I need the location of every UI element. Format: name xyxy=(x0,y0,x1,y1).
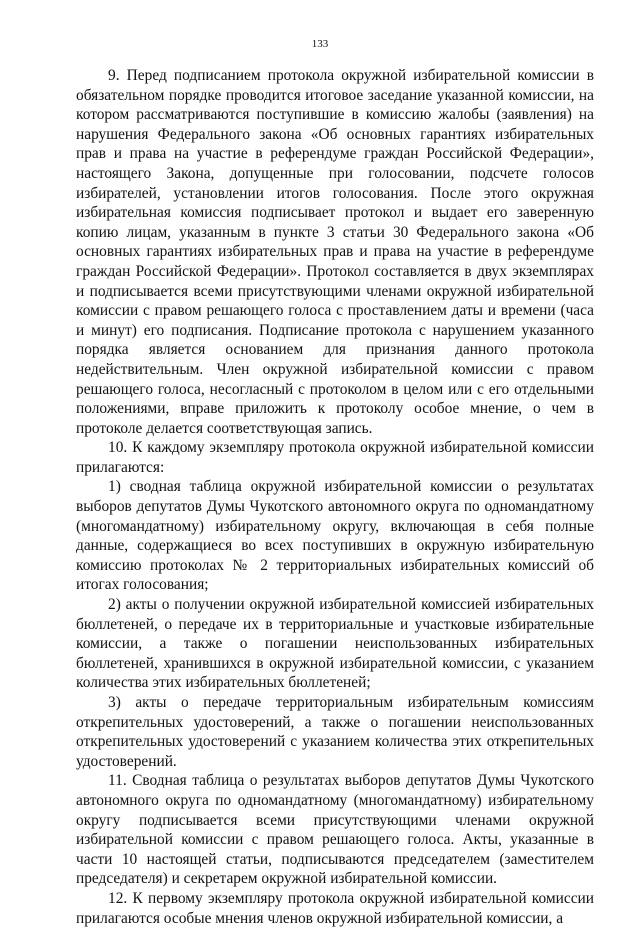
paragraph-11: 11. Сводная таблица о результатах выборов депутатов Думы Чукотского автономного округа по одномандатному (многомандатному) избирательному округу подписывается всеми присутствующими членами окружной избирательной комиссии с правом решающего голоса. Акты, указанные в части 10 настоящей статьи, подписываются председателем (заместителем председателя) и секретарем окружной избирательной комиссии. xyxy=(76,772,594,888)
page-number: 133 xyxy=(311,38,329,50)
paragraph-9: 9. Перед подписанием протокола окружной избирательной комиссии в обязательном порядке проводится итоговое заседание указанной комиссии, на котором рассматриваются поступившие в комиссию жалобы (заявления) на нарушения Федерального закона «Об основных гарантиях избирательных прав и права на участие в референдуме граждан Российской Федерации», настоящего Закона, допущенные при голосовании, подсчете голосов избирателей, установлении итогов голосования. После этого окружная избирательная комиссия подписывает протокол и выдает его заверенную копию лицам, указанным в пункте 3 статьи 30 Федерального закона «Об основных гарантиях избирательных прав и права на участие в референдуме граждан Российской Федерации». Протокол составляется в двух экземплярах и подписывается всеми присутствующими членами окружной избирательной комиссии с правом решающего голоса с проставлением даты и времени (часа и минут) его подписания. Подписание протокола с нарушением указанного порядка является основанием для признания данного протокола недействительным. Член окружной избирательной комиссии с правом решающего голоса, несогласный с протоколом в целом или с его отдельными положениями, вправе приложить к протоколу особое мнение, о чем в протоколе делается соответствующая запись. xyxy=(76,67,594,437)
paragraph-12: 12. К первому экземпляру протокола окружной избирательной комиссии прилагаются особые мнения членов окружной избирательной комиссии, а xyxy=(76,889,594,927)
paragraph-10-item-2: 2) акты о получении окружной избирательной комиссией избирательных бюллетеней, о передаче их в территориальные и участковые избирательные комиссии, а также о погашении неиспользованных избирательных бюллетеней, хранившихся в окружной избирательной комиссии, с указанием количества этих избирательных бюллетеней; xyxy=(76,596,594,692)
paragraph-10: 10. К каждому экземпляру протокола окружной избирательной комиссии прилагаются: xyxy=(76,439,594,476)
paragraph-10-item-1: 1) сводная таблица окружной избирательной комиссии о результатах выборов депутатов Думы Чукотского автономного округа по одномандатному (многомандатному) избирательному округу, включающая в себя полные данные, содержащиеся во всех поступивших в окружную избирательную комиссию протоколах № 2 территориальных избирательных комиссий об итогах голосования; xyxy=(76,478,594,594)
document-body xyxy=(76,66,594,928)
paragraph-10-item-3: 3) акты о передаче территориальным избирательным комиссиям открепительных удостоверений, а также о погашении неиспользованных открепительных удостоверений с указанием количества этих открепительных удостоверений. xyxy=(76,694,594,770)
